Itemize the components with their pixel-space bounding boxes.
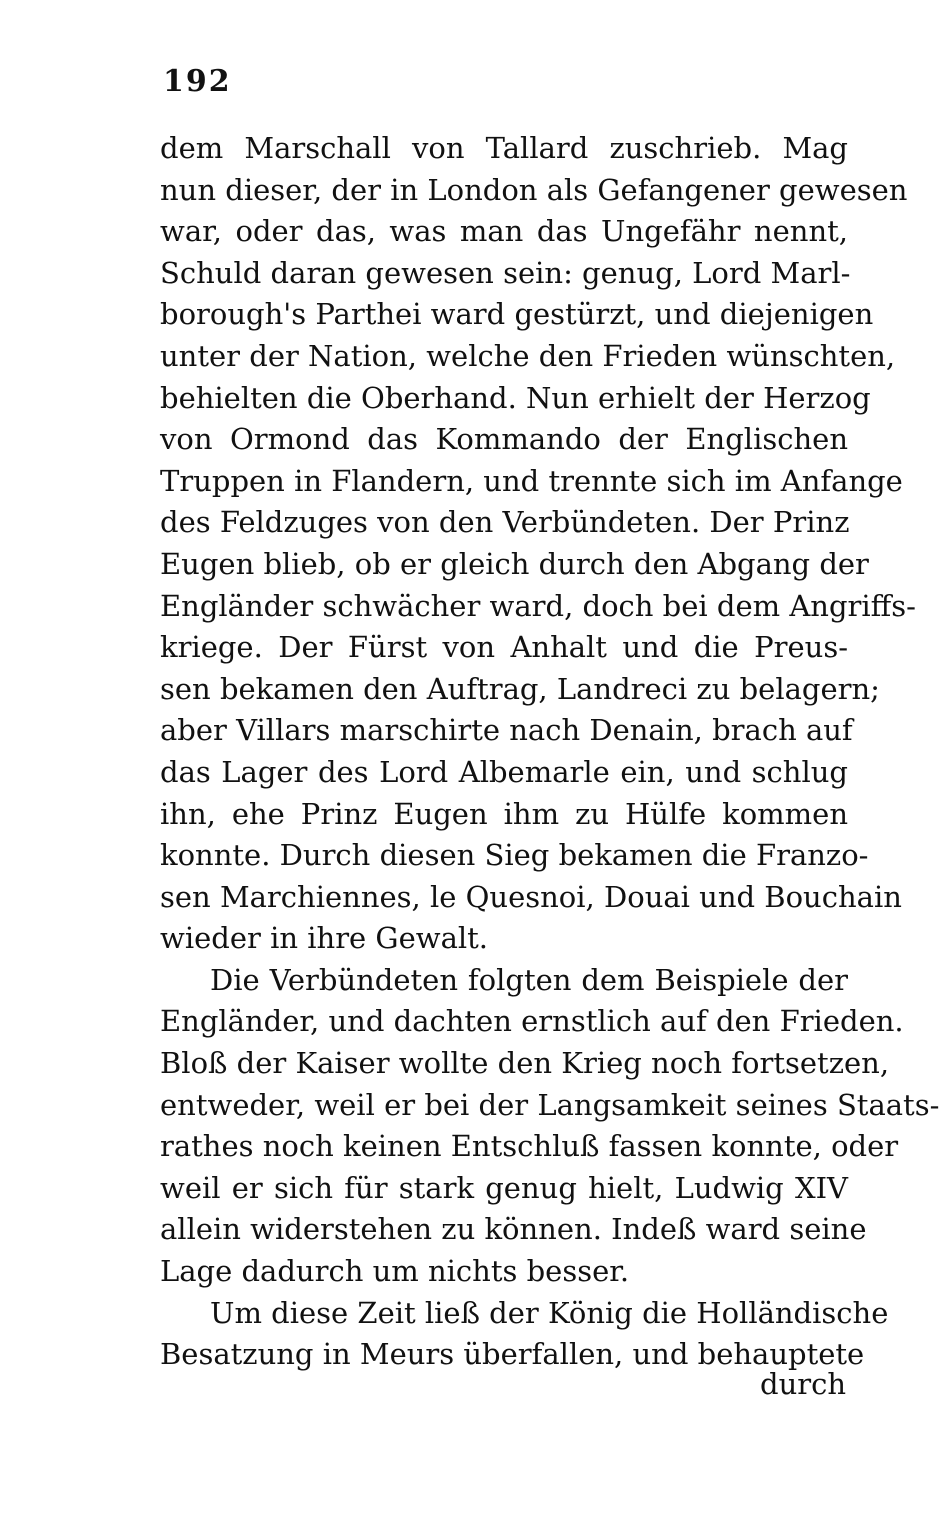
text-line: wieder in ihre Gewalt. [160,921,489,956]
text-line: Engländer schwächer ward, doch bei dem Angriffs- [160,588,916,623]
text-line: Um diese Zeit ließ der König die Holländische [210,1295,889,1330]
text-line: Lage dadurch um nichts besser. [160,1254,630,1289]
text-line: behielten die Oberhand. Nun erhielt der Herzog [160,380,871,415]
text-line: entweder, weil er bei der Langsamkeit seines Staats- [160,1087,939,1122]
text-line: Eugen blieb, ob er gleich durch den Abgang der [160,546,869,581]
page-number: 192 [163,64,232,99]
text-line: aber Villars marschirte nach Denain, brach auf [160,713,853,748]
text-line: das Lager des Lord Albemarle ein, und schlug [160,754,848,789]
text-line: allein widerstehen zu können. Indeß ward seine [160,1212,867,1247]
text-line: Truppen in Flandern, und trennte sich im Anfange [160,463,903,498]
text-line: Besatzung in Meurs überfallen, und behauptete [160,1337,865,1372]
text-line: ihn, ehe Prinz Eugen ihm zu Hülfe kommen [160,796,848,831]
body-text [160,128,939,1376]
text-line: borough's Parthei ward gestürzt, und diejenigen [160,297,874,332]
text-line: sen bekamen den Auftrag, Landreci zu belagern; [160,671,880,706]
text-line: Schuld daran gewesen sein: genug, Lord Marl- [160,255,851,290]
text-line: nun dieser, der in London als Gefangener gewesen [160,172,908,207]
text-line: war, oder das, was man das Ungefähr nennt, [160,214,848,249]
text-line: von Ormond das Kommando der Englischen [160,422,848,457]
text-line: unter der Nation, welche den Frieden wünschten, [160,338,896,373]
text-line: kriege. Der Fürst von Anhalt und die Preus- [160,630,848,665]
text-line: weil er sich für stark genug hielt, Ludwig XIV [160,1170,848,1205]
text-line: Bloß der Kaiser wollte den Krieg noch fortsetzen, [160,1046,890,1081]
text-line: Engländer, und dachten ernstlich auf den Frieden. [160,1004,904,1039]
text-line: des Feldzuges von den Verbündeten. Der Prinz [160,505,850,540]
text-line: sen Marchiennes, le Quesnoi, Douai und Bouchain [160,879,902,914]
text-line: Die Verbündeten folgten dem Beispiele der [210,962,848,997]
text-line: dem Marschall von Tallard zuschrieb. Mag [160,131,848,165]
text-line: rathes noch keinen Entschluß fassen konnte, oder [160,1129,899,1164]
catchword: durch [760,1367,847,1401]
text-line: konnte. Durch diesen Sieg bekamen die Franzo- [160,838,869,873]
